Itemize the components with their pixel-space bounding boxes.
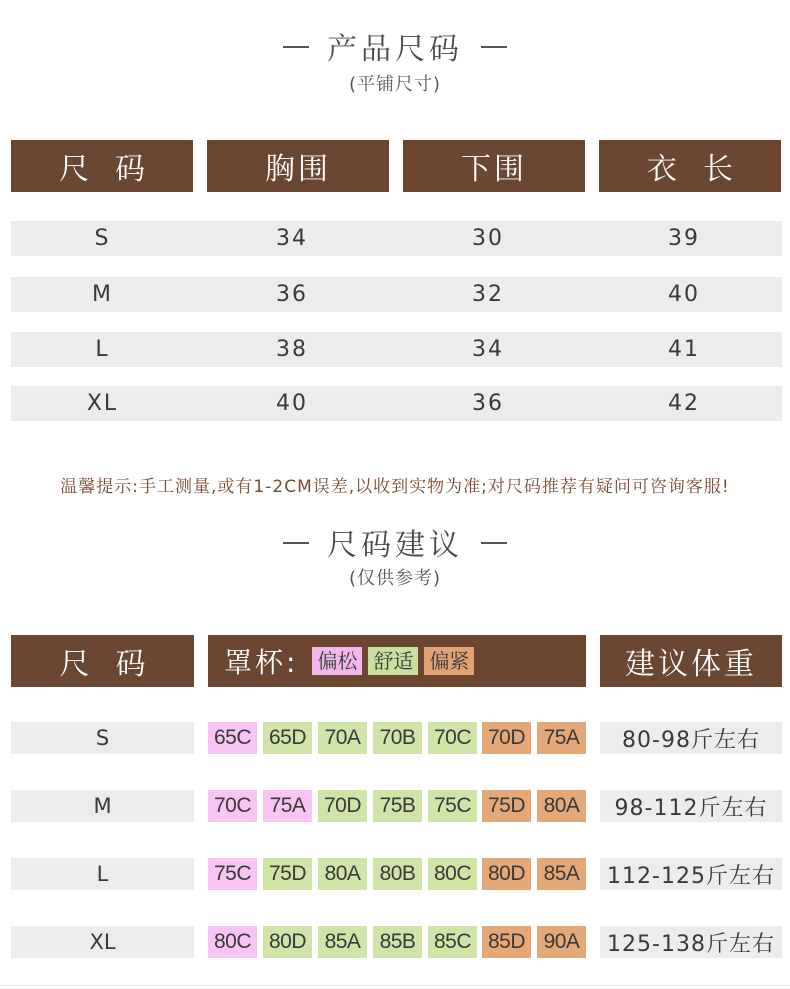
cup-size-fit: 75B: [373, 790, 422, 822]
cup-size-fit: 75C: [428, 790, 477, 822]
size-section-title: [0, 24, 790, 68]
underbust-cell: 36: [390, 386, 586, 421]
cup-size-fit: 85C: [428, 926, 477, 958]
cup-size-tight: 85A: [537, 858, 586, 890]
cup-size-tight: 90A: [537, 926, 586, 958]
cup-label: 罩杯:: [224, 646, 299, 679]
measurement-notice: 温馨提示:手工测量,或有1-2CM误差,以收到实物为准;对尺码推荐有疑问可咨询客服!: [60, 477, 730, 497]
cup-size-fit: 70A: [318, 722, 367, 754]
cup-size-tight: 75D: [482, 790, 531, 822]
cup-size-fit: 85A: [318, 926, 367, 958]
rec-weight-cell: 125-138斤左右: [600, 926, 782, 958]
cup-size-loose: 75A: [263, 790, 312, 822]
length-cell: 40: [586, 277, 782, 312]
header-weight: 建议体重: [600, 635, 782, 687]
cup-size-fit: 80B: [373, 858, 422, 890]
rec-size-cell: L: [11, 858, 194, 890]
rec-size-cell: M: [11, 790, 194, 822]
header-cup: [208, 635, 586, 687]
cup-size-loose: 75C: [208, 858, 257, 890]
recommend-section-subtitle: (仅供参考): [348, 568, 442, 589]
size-cell: S: [11, 221, 194, 256]
bust-cell: 34: [194, 221, 390, 256]
underbust-cell: 32: [390, 277, 586, 312]
cup-size-fit: 70C: [428, 722, 477, 754]
cup-size-fit: 80C: [428, 858, 477, 890]
size-section-subtitle: (平铺尺寸): [348, 74, 442, 95]
size-title-text: 产品尺码: [327, 32, 463, 67]
header-bust: 胸围: [207, 140, 389, 192]
cup-size-fit: 65D: [263, 722, 312, 754]
size-cell: XL: [11, 386, 194, 421]
underbust-cell: 34: [390, 332, 586, 367]
cup-size-tight: 85D: [482, 926, 531, 958]
cup-size-fit: 80D: [263, 926, 312, 958]
cup-size-loose: 70C: [208, 790, 257, 822]
cup-size-tight: 80D: [482, 858, 531, 890]
cup-size-fit: 70B: [373, 722, 422, 754]
size-cell: M: [11, 277, 194, 312]
cup-size-fit: 85B: [373, 926, 422, 958]
length-cell: 39: [586, 221, 782, 256]
cup-size-tight: 70D: [482, 722, 531, 754]
size-cell: L: [11, 332, 194, 367]
cup-size-loose: 65C: [208, 722, 257, 754]
cup-size-loose: 80C: [208, 926, 257, 958]
cup-size-fit: 80A: [318, 858, 367, 890]
cup-size-tight: 80A: [537, 790, 586, 822]
rec-weight-cell: 80-98斤左右: [600, 722, 782, 754]
recommend-section-title: [0, 520, 790, 564]
header-length: 衣长: [599, 140, 781, 192]
length-cell: 42: [586, 386, 782, 421]
legend-fit: 舒适: [368, 647, 418, 675]
title-dash-left: [283, 46, 309, 48]
length-cell: 41: [586, 332, 782, 367]
rec-size-cell: S: [11, 722, 194, 754]
cup-size-fit: 75D: [263, 858, 312, 890]
title-dash-right: [481, 46, 507, 48]
rec-size-cell: XL: [11, 926, 194, 958]
cup-size-tight: 75A: [537, 722, 586, 754]
header-underbust: 下围: [403, 140, 585, 192]
bust-cell: 36: [194, 277, 390, 312]
legend-tight: 偏紧: [424, 647, 474, 675]
header-size: 尺码: [11, 140, 193, 192]
title-dash-right: [481, 542, 507, 544]
bottom-divider: [0, 985, 790, 986]
header-size-2: 尺码: [11, 635, 194, 687]
recommend-title-text: 尺码建议: [327, 528, 463, 563]
bust-cell: 38: [194, 332, 390, 367]
underbust-cell: 30: [390, 221, 586, 256]
rec-weight-cell: 98-112斤左右: [600, 790, 782, 822]
title-dash-left: [283, 542, 309, 544]
cup-size-fit: 70D: [318, 790, 367, 822]
rec-weight-cell: 112-125斤左右: [600, 858, 782, 890]
legend-loose: 偏松: [312, 647, 362, 675]
bust-cell: 40: [194, 386, 390, 421]
